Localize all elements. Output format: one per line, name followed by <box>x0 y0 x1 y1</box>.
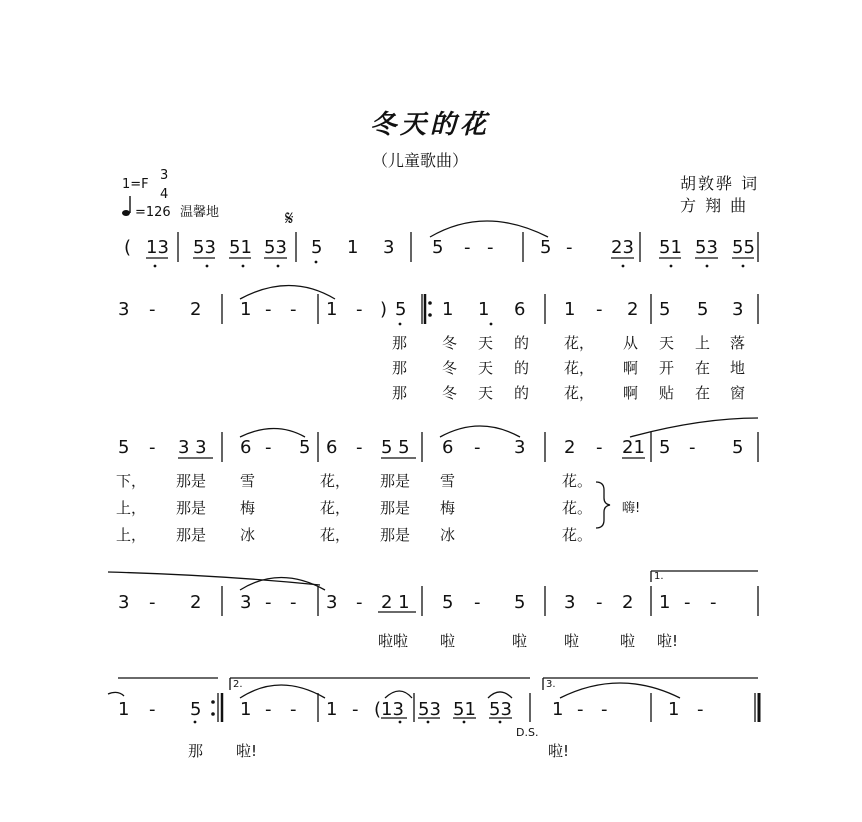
note: - <box>265 299 272 320</box>
note: 1 <box>668 699 680 720</box>
note: - <box>265 437 272 458</box>
lyric: 那 <box>188 742 204 760</box>
note: - <box>474 592 481 613</box>
note: 5 5 <box>381 437 410 458</box>
note: 1 <box>564 299 576 320</box>
lyricist-credit: 胡敦骅 词 <box>680 174 760 193</box>
lyric: 啦! <box>548 742 570 760</box>
tempo-expression: 温馨地 <box>180 205 220 220</box>
note: 6 <box>442 437 454 458</box>
note: ( <box>374 699 382 720</box>
lyric: 上 <box>695 334 711 352</box>
tempo-marking: =126 <box>135 205 171 220</box>
note: 3 <box>514 437 526 458</box>
note: - <box>689 437 696 458</box>
lyric: 那 <box>392 384 408 402</box>
lyric: 下， <box>116 472 147 490</box>
note: 5 <box>299 437 311 458</box>
note: 1 <box>326 699 338 720</box>
note: 1 <box>240 299 252 320</box>
note: - <box>265 592 272 613</box>
lyric: 那是 <box>176 526 207 544</box>
note: 2 <box>622 592 634 613</box>
lyric: 花， <box>320 499 351 517</box>
note: 5 <box>659 299 671 320</box>
lyric: 那是 <box>380 499 411 517</box>
lyric: 花， <box>564 384 595 402</box>
lyric: 花。 <box>562 472 593 490</box>
note: - <box>149 592 156 613</box>
ending-3-label: 3. <box>546 679 556 690</box>
note: 5 <box>697 299 709 320</box>
lyric: 在 <box>695 384 711 402</box>
lyric: 啊 <box>623 359 639 377</box>
song-subtitle: （儿童歌曲） <box>372 151 469 170</box>
ds-marking: D.S. <box>516 726 539 739</box>
lyric: 地 <box>730 359 746 377</box>
lyric: 窗 <box>730 384 746 402</box>
note: - <box>474 437 481 458</box>
note: 53 <box>695 237 718 258</box>
note: 1 <box>118 699 130 720</box>
note: 1 <box>478 299 490 320</box>
lyric: 啦 <box>512 632 528 650</box>
lyric: 落 <box>730 334 746 352</box>
note: - <box>601 699 608 720</box>
note: 6 <box>240 437 252 458</box>
note: 2 <box>564 437 576 458</box>
note: - <box>596 592 603 613</box>
lyric: 那是 <box>176 499 207 517</box>
note: 1 <box>240 699 252 720</box>
lyric: 开 <box>659 359 675 377</box>
note: - <box>356 592 363 613</box>
note: 5 <box>395 299 407 320</box>
note: 5 <box>659 437 671 458</box>
note: 2 1 <box>381 592 410 613</box>
note: - <box>577 699 584 720</box>
note: 5 <box>432 237 444 258</box>
note: 3 <box>564 592 576 613</box>
note: 55 <box>732 237 755 258</box>
note: 1 <box>442 299 454 320</box>
note: 1 <box>552 699 564 720</box>
time-signature-top: 3 <box>160 168 169 183</box>
note: 51 <box>659 237 682 258</box>
note: - <box>356 437 363 458</box>
note: ) <box>380 299 388 320</box>
lyric: 花， <box>320 526 351 544</box>
lyric: 啦! <box>657 632 679 650</box>
lyric: 冰 <box>240 526 256 544</box>
note: - <box>697 699 704 720</box>
lyric: 那 <box>392 359 408 377</box>
note: 1 <box>326 299 338 320</box>
lyric: 在 <box>695 359 711 377</box>
note: 13 <box>381 699 404 720</box>
lyric: 冰 <box>440 526 456 544</box>
note: 51 <box>229 237 252 258</box>
note: 3 <box>383 237 395 258</box>
note: - <box>290 699 297 720</box>
note: - <box>684 592 691 613</box>
lyric: 贴 <box>659 384 675 402</box>
lyric: 啊 <box>623 384 639 402</box>
note: 3 <box>118 592 130 613</box>
note: 1 <box>347 237 359 258</box>
note: 2 <box>627 299 639 320</box>
lyric: 花， <box>564 359 595 377</box>
note: 53 <box>193 237 216 258</box>
composer-credit: 方 翔 曲 <box>680 196 749 215</box>
lyric: 花。 <box>562 526 593 544</box>
note: 13 <box>146 237 169 258</box>
note: 3 <box>326 592 338 613</box>
note: 5 <box>540 237 552 258</box>
note: 51 <box>453 699 476 720</box>
note: 53 <box>418 699 441 720</box>
note: 5 <box>190 699 202 720</box>
lyric: 啦 <box>564 632 580 650</box>
lyric: 雪 <box>240 472 256 490</box>
lyric: 冬 <box>442 334 458 352</box>
note: 5 <box>442 592 454 613</box>
lyric: 天 <box>478 359 494 377</box>
note: 5 <box>311 237 323 258</box>
note: 1 <box>659 592 671 613</box>
lyric: 那是 <box>380 526 411 544</box>
note: 6 <box>514 299 526 320</box>
lyric: 的 <box>514 359 530 377</box>
ending-1-label: 1. <box>654 571 664 582</box>
note: 23 <box>611 237 634 258</box>
lyric: 啦 <box>440 632 456 650</box>
note: - <box>149 437 156 458</box>
lyric: 冬 <box>442 384 458 402</box>
note: 5 <box>514 592 526 613</box>
note: - <box>149 699 156 720</box>
note: 3 3 <box>178 437 207 458</box>
lyric: 上， <box>116 526 147 544</box>
note: - <box>464 237 471 258</box>
lyric: 的 <box>514 334 530 352</box>
lyric: 那 <box>392 334 408 352</box>
lyric: 天 <box>659 334 675 352</box>
note: - <box>149 299 156 320</box>
segno-sign: 𝄋 <box>285 206 294 230</box>
note: - <box>290 299 297 320</box>
lyric: 花， <box>320 472 351 490</box>
lyric: 梅 <box>440 499 456 517</box>
lyric: 那是 <box>176 472 207 490</box>
lyric: 花， <box>564 334 595 352</box>
note: - <box>566 237 573 258</box>
lyric: 啦啦 <box>378 632 409 650</box>
note: - <box>710 592 717 613</box>
note: 21 <box>622 437 645 458</box>
note: 5 <box>118 437 130 458</box>
lyric: 的 <box>514 384 530 402</box>
note: 6 <box>326 437 338 458</box>
note: - <box>487 237 494 258</box>
note: 53 <box>264 237 287 258</box>
lyric: 从 <box>623 334 639 352</box>
time-signature-bottom: 4 <box>160 187 169 202</box>
note: - <box>290 592 297 613</box>
note: 2 <box>190 299 202 320</box>
note: ( <box>124 237 132 258</box>
note: - <box>265 699 272 720</box>
note: - <box>596 437 603 458</box>
note: - <box>596 299 603 320</box>
lyric: 啦 <box>620 632 636 650</box>
note: 5 <box>732 437 744 458</box>
ending-2-label: 2. <box>233 679 243 690</box>
lyric: 那是 <box>380 472 411 490</box>
note: 3 <box>732 299 744 320</box>
note: 53 <box>489 699 512 720</box>
key-signature: 1=F <box>122 177 149 192</box>
lyric: 花。 <box>562 499 593 517</box>
note: - <box>356 299 363 320</box>
note: 2 <box>190 592 202 613</box>
lyric: 啦! <box>236 742 258 760</box>
note: 3 <box>118 299 130 320</box>
lyric: 上， <box>116 499 147 517</box>
brace-text: 嗨! <box>622 501 641 516</box>
lyric: 梅 <box>240 499 256 517</box>
lyric: 冬 <box>442 359 458 377</box>
note: - <box>352 699 359 720</box>
note: 3 <box>240 592 252 613</box>
lyric: 天 <box>478 334 494 352</box>
lyric: 天 <box>478 384 494 402</box>
lyric: 雪 <box>440 472 456 490</box>
song-title: 冬天的花 <box>370 110 491 140</box>
